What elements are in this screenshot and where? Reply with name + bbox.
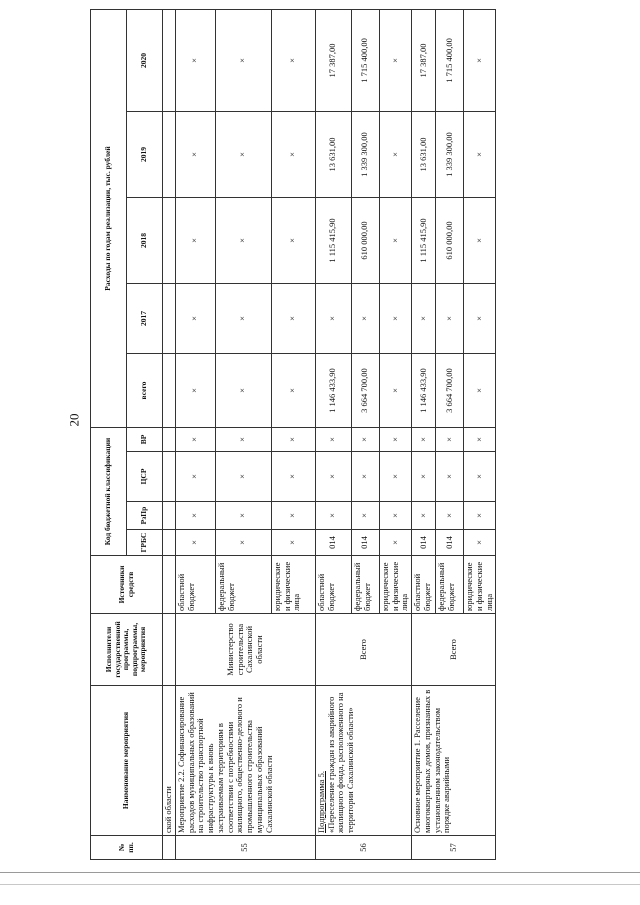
cell-y2020: × xyxy=(175,9,215,111)
cell-total: 3 664 700,00 xyxy=(351,354,379,428)
funding-source: федеральный бюджет xyxy=(436,556,464,614)
cell-y2020: × xyxy=(379,9,411,111)
cell-y2017: × xyxy=(351,284,379,354)
cell-y2018: 610 000,00 xyxy=(436,198,464,284)
header-budget-code: Код бюджетной классификации xyxy=(91,428,127,556)
measure-name xyxy=(175,686,315,836)
cell-rzpr: × xyxy=(379,502,411,530)
cell-empty xyxy=(163,452,176,502)
row-number: 57 xyxy=(412,836,496,860)
measure-name-text: «Переселение граждан из аварийного жилищного фонда, расположенного на территории Сахалинской области» xyxy=(325,692,356,833)
cell-y2020: 1 715 400,00 xyxy=(436,9,464,111)
executor: Всего xyxy=(412,614,496,686)
cell-total: × xyxy=(379,354,411,428)
cell-y2018: 1 115 415,90 xyxy=(315,198,351,284)
funding-source: областной бюджет xyxy=(175,556,215,614)
cell-total: 3 664 700,00 xyxy=(436,354,464,428)
cell-empty xyxy=(163,556,176,614)
cell-vr: × xyxy=(315,428,351,452)
table-row xyxy=(412,9,436,859)
cell-y2019: 1 339 300,00 xyxy=(351,112,379,198)
header-csr: ЦСР xyxy=(127,452,163,502)
cell-grbs: × xyxy=(215,530,271,556)
executor: Всего xyxy=(315,614,411,686)
cell-y2017: × xyxy=(412,284,436,354)
cell-y2019: × xyxy=(271,112,315,198)
cell-empty xyxy=(163,198,176,284)
cell-rzpr: × xyxy=(351,502,379,530)
cell-grbs: 014 xyxy=(436,530,464,556)
cell-y2019: 13 631,00 xyxy=(315,112,351,198)
continuation-text: ской области xyxy=(163,686,176,836)
cell-y2019: × xyxy=(215,112,271,198)
scan-edge-line xyxy=(0,872,640,873)
cell-total: 1 146 433,90 xyxy=(315,354,351,428)
cell-empty xyxy=(163,530,176,556)
cell-rzpr: × xyxy=(175,502,215,530)
header-expenses: Расходы по годам реализации, тыс. рублей xyxy=(91,9,127,427)
cell-vr: × xyxy=(351,428,379,452)
cell-csr: × xyxy=(436,452,464,502)
cell-grbs: × xyxy=(175,530,215,556)
cell-vr: × xyxy=(464,428,496,452)
cell-y2017: × xyxy=(215,284,271,354)
cell-y2018: × xyxy=(215,198,271,284)
scan-edge-line xyxy=(0,884,640,885)
page-number: 20 xyxy=(66,413,82,427)
funding-source: юридические и физические лица xyxy=(379,556,411,614)
funding-source: областной бюджет xyxy=(412,556,436,614)
executor: Министерство строительства Сахалинской области xyxy=(175,614,315,686)
cell-y2020: 17 387,00 xyxy=(412,9,436,111)
cell-total: × xyxy=(464,354,496,428)
rotated-table-frame xyxy=(90,10,494,860)
cell-y2020: × xyxy=(271,9,315,111)
cell-grbs: 014 xyxy=(412,530,436,556)
cell-csr: × xyxy=(412,452,436,502)
header-source: Источники средств xyxy=(91,556,163,614)
cell-rzpr: × xyxy=(215,502,271,530)
cell-y2017: × xyxy=(436,284,464,354)
cell-y2020: × xyxy=(215,9,271,111)
cell-grbs: × xyxy=(271,530,315,556)
cell-empty xyxy=(163,112,176,198)
cell-empty xyxy=(163,836,176,860)
header-rzpr: РзПр xyxy=(127,502,163,530)
cell-y2018: 610 000,00 xyxy=(351,198,379,284)
cell-y2019: 1 339 300,00 xyxy=(436,112,464,198)
cell-y2019: × xyxy=(379,112,411,198)
cell-total: × xyxy=(175,354,215,428)
cell-vr: × xyxy=(215,428,271,452)
continuation-row xyxy=(163,9,176,859)
cell-y2019: × xyxy=(464,112,496,198)
cell-y2018: × xyxy=(271,198,315,284)
measure-name xyxy=(315,686,411,836)
cell-vr: × xyxy=(412,428,436,452)
cell-y2020: 1 715 400,00 xyxy=(351,9,379,111)
cell-y2018: × xyxy=(464,198,496,284)
cell-empty xyxy=(163,614,176,686)
cell-rzpr: × xyxy=(315,502,351,530)
cell-vr: × xyxy=(436,428,464,452)
header-grbs: ГРБС xyxy=(127,530,163,556)
cell-y2017: × xyxy=(379,284,411,354)
cell-vr: × xyxy=(175,428,215,452)
cell-rzpr: × xyxy=(412,502,436,530)
cell-empty xyxy=(163,284,176,354)
cell-total: 1 146 433,90 xyxy=(412,354,436,428)
cell-grbs: × xyxy=(379,530,411,556)
cell-rzpr: × xyxy=(271,502,315,530)
cell-csr: × xyxy=(175,452,215,502)
cell-empty xyxy=(163,9,176,111)
cell-y2017: × xyxy=(464,284,496,354)
funding-source: федеральный бюджет xyxy=(351,556,379,614)
cell-empty xyxy=(163,502,176,530)
header-2017: 2017 xyxy=(127,284,163,354)
header-vr: ВР xyxy=(127,428,163,452)
cell-y2020: 17 387,00 xyxy=(315,9,351,111)
cell-empty xyxy=(163,428,176,452)
funding-source: областной бюджет xyxy=(315,556,351,614)
cell-y2017: × xyxy=(315,284,351,354)
cell-y2018: 1 115 415,90 xyxy=(412,198,436,284)
cell-y2018: × xyxy=(175,198,215,284)
cell-y2019: 13 631,00 xyxy=(412,112,436,198)
cell-csr: × xyxy=(271,452,315,502)
cell-csr: × xyxy=(315,452,351,502)
header-total: всего xyxy=(127,354,163,428)
document-sheet xyxy=(90,10,494,860)
cell-csr: × xyxy=(379,452,411,502)
cell-empty xyxy=(163,354,176,428)
cell-rzpr: × xyxy=(464,502,496,530)
header-num: № пп. xyxy=(91,836,163,860)
cell-y2020: × xyxy=(464,9,496,111)
funding-source: федеральный бюджет xyxy=(215,556,271,614)
funding-source: юридические и физические лица xyxy=(271,556,315,614)
cell-grbs: 014 xyxy=(315,530,351,556)
row-number: 56 xyxy=(315,836,411,860)
table-row xyxy=(315,9,351,859)
cell-rzpr: × xyxy=(436,502,464,530)
cell-total: × xyxy=(271,354,315,428)
subprogram-title: Подпрограмма 5. xyxy=(315,771,326,833)
header-executor: Исполнители государственной программы, подпрограммы, мероприятия xyxy=(91,614,163,686)
header-name: Наименование мероприятия xyxy=(91,686,163,836)
row-number: 55 xyxy=(175,836,315,860)
budget-table xyxy=(90,9,496,860)
measure-name-text: Основное мероприятие 1. Расселение многоквартирных домов, признанных в установленном законодательством порядке аварийными xyxy=(412,689,452,833)
cell-y2018: × xyxy=(379,198,411,284)
cell-total: × xyxy=(215,354,271,428)
header-2019: 2019 xyxy=(127,112,163,198)
funding-source: юридические и физические лица xyxy=(464,556,496,614)
cell-vr: × xyxy=(271,428,315,452)
cell-csr: × xyxy=(464,452,496,502)
cell-grbs: 014 xyxy=(351,530,379,556)
table-row xyxy=(175,9,215,859)
measure-name-text: Мероприятие 2.2. Софинансирование расходов муниципальных образований на строительство транспортной инфраструктуры к вновь застраиваемым территориям в соответствии с потребностями жилищного, общественно-делового и промышленного строительства муниципальных образований Сахалинской области xyxy=(175,692,274,833)
cell-y2017: × xyxy=(175,284,215,354)
cell-grbs: × xyxy=(464,530,496,556)
cell-y2017: × xyxy=(271,284,315,354)
cell-csr: × xyxy=(215,452,271,502)
cell-y2019: × xyxy=(175,112,215,198)
cell-csr: × xyxy=(351,452,379,502)
cell-vr: × xyxy=(379,428,411,452)
measure-name xyxy=(412,686,496,836)
header-2018: 2018 xyxy=(127,198,163,284)
header-2020: 2020 xyxy=(127,9,163,111)
